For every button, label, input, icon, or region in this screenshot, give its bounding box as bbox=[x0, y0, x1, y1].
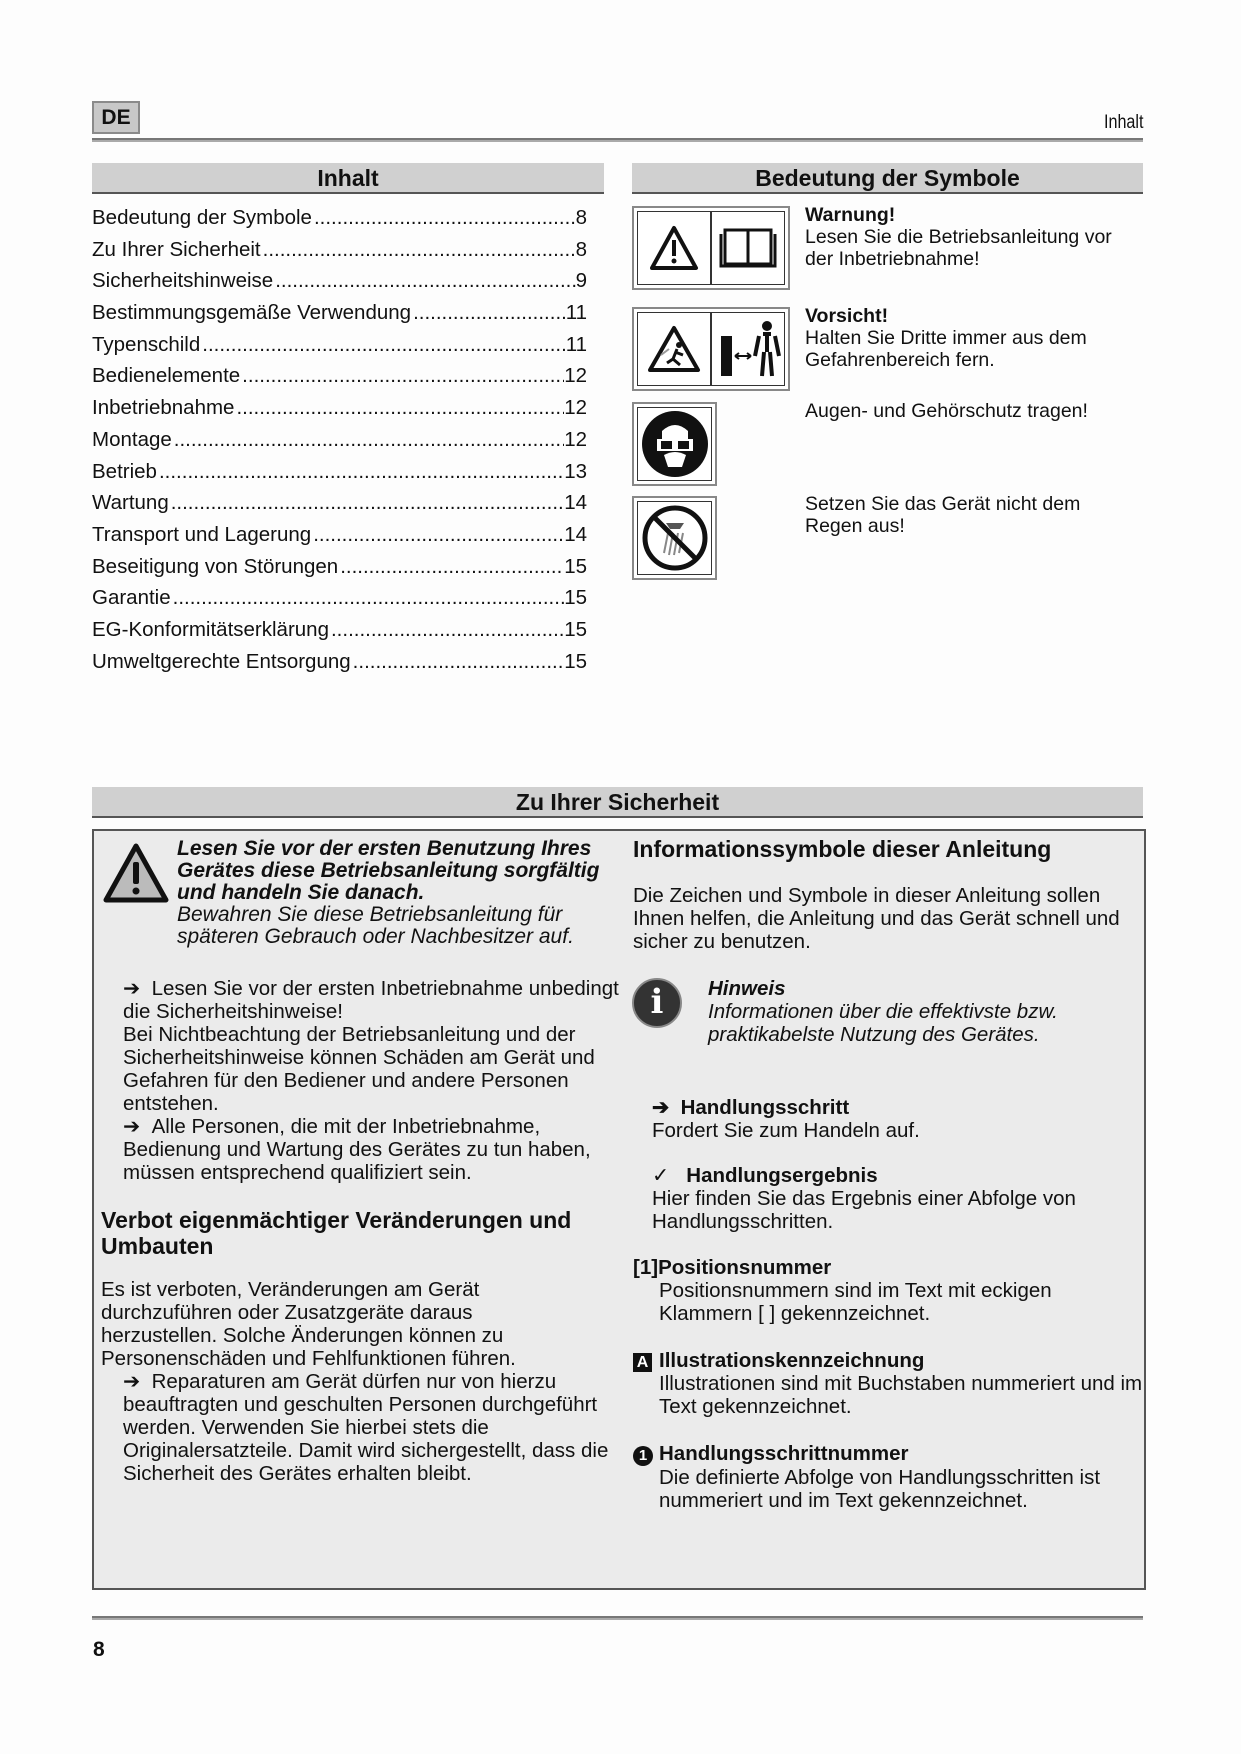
protection-symbol bbox=[632, 402, 717, 486]
toc-entry[interactable] bbox=[92, 331, 587, 363]
toc-entry[interactable] bbox=[92, 426, 587, 458]
warning-triangle-icon bbox=[102, 842, 170, 909]
toc-entry-page: 8 bbox=[575, 237, 587, 261]
illustration-marker-icon: A bbox=[633, 1353, 652, 1372]
arrow-icon: ➔ bbox=[123, 1370, 152, 1393]
toc-entry-label: Beseitigung von Störungen bbox=[92, 554, 339, 578]
toc-leader-dots bbox=[311, 521, 564, 553]
step-item bbox=[123, 977, 623, 1023]
symbol-warning-text bbox=[805, 204, 1135, 270]
no-rain-icon bbox=[637, 501, 712, 575]
toc-entry-label: Bedeutung der Symbole bbox=[92, 206, 312, 229]
toc-leader-dots bbox=[329, 616, 564, 648]
table-of-contents bbox=[92, 204, 587, 679]
header-section-title: Inhalt bbox=[1103, 112, 1143, 133]
toc-entry-page: 12 bbox=[564, 396, 587, 420]
check-icon: ✓ bbox=[652, 1164, 687, 1187]
toc-title: Inhalt bbox=[92, 163, 604, 194]
verbot-heading: Verbot eigenmächtiger Veränderungen und Umbauten bbox=[101, 1207, 572, 1259]
positionsnummer-text: Positionsnummern sind im Text mit eckigen Klammern [ ] gekennzeichnet. bbox=[659, 1279, 1052, 1325]
toc-entry-label: Bedienelemente bbox=[92, 364, 241, 388]
handlungsergebnis-text: Hier finden Sie das Ergebnis einer Abfolge von Handlungsschritten. bbox=[652, 1187, 1076, 1233]
symbol-desc: Halten Sie Dritte immer aus dem Gefahrenbereich fern. bbox=[805, 327, 1087, 371]
caution-symbol bbox=[632, 307, 790, 391]
toc-entry[interactable] bbox=[92, 236, 587, 268]
toc-entry-page: 9 bbox=[575, 269, 587, 293]
position-marker: [1] bbox=[633, 1256, 659, 1279]
eye-ear-protection-icon bbox=[637, 407, 712, 481]
toc-leader-dots bbox=[338, 553, 564, 585]
toc-entry[interactable] bbox=[92, 521, 587, 553]
keep-distance-icon bbox=[711, 312, 785, 386]
toc-entry-label: Sicherheitshinweise bbox=[92, 269, 274, 293]
safety-warning-italic: Bewahren Sie diese Betriebsanleitung für späteren Gebrauch oder Nachbesitzer auf. bbox=[177, 903, 574, 948]
toc-entry-page: 15 bbox=[564, 554, 587, 578]
footer-rule bbox=[92, 1616, 1143, 1620]
toc-leader-dots bbox=[261, 236, 576, 268]
toc-entry[interactable] bbox=[92, 362, 587, 394]
toc-entry[interactable] bbox=[92, 394, 587, 426]
toc-leader-dots bbox=[171, 584, 565, 616]
paragraph: Bei Nichtbeachtung der Betriebsanleitung und der Sicherheitshinweise können Schäden am Gerät und Gefahren für den Bediener und andere Personen entstehen. bbox=[123, 1023, 595, 1115]
toc-entry-label: Typenschild bbox=[92, 332, 201, 356]
toc-entry-page: 13 bbox=[564, 459, 587, 483]
handlungsschritt-title: Handlungsschritt bbox=[680, 1096, 850, 1119]
toc-entry-page: 15 bbox=[564, 649, 587, 673]
illustration-title: Illustrationskennzeichnung bbox=[659, 1349, 925, 1372]
step-number-title: Handlungsschrittnummer bbox=[659, 1442, 909, 1465]
toc-entry[interactable] bbox=[92, 616, 587, 648]
info-text: Die Zeichen und Symbole in dieser Anleitung sollen Ihnen helfen, die Anleitung und das Gerät schnell und sicher zu benutzen. bbox=[633, 884, 1120, 953]
toc-entry-label: Transport und Lagerung bbox=[92, 522, 312, 546]
toc-entry-page: 11 bbox=[565, 332, 587, 356]
step-text: Lesen Sie vor der ersten Inbetriebnahme unbedingt die Sicherheitshinweise! bbox=[123, 977, 619, 1023]
toc-entry-page: 15 bbox=[564, 586, 587, 610]
illustration-text: Illustrationen sind mit Buchstaben nummeriert und im Text gekennzeichnet. bbox=[659, 1372, 1143, 1418]
step-item bbox=[123, 1370, 633, 1485]
toc-leader-dots bbox=[169, 489, 564, 521]
positionsnummer-title: Positionsnummer bbox=[658, 1256, 832, 1279]
toc-entry[interactable] bbox=[92, 553, 587, 585]
info-icon: i bbox=[632, 978, 682, 1028]
step-text: Reparaturen am Gerät dürfen nur von hierzu beauftragten und geschulten Personen durchgeführt werden. Verwenden Sie hierbei stets die Originalersatzteile. Damit wird sichergestellt, dass die Sicherheit des Gerätes erhalten bleibt. bbox=[123, 1370, 609, 1485]
arrow-icon: ➔ bbox=[123, 1115, 152, 1138]
toc-entry[interactable] bbox=[92, 299, 587, 331]
toc-entry-page: 11 bbox=[565, 301, 587, 325]
language-badge: DE bbox=[92, 101, 140, 134]
page-number: 8 bbox=[93, 1638, 105, 1661]
toc-entry-label: Inbetriebnahme bbox=[92, 396, 235, 420]
hinweis-text: Informationen über die effektivste bzw. praktikabelste Nutzung des Gerätes. bbox=[708, 1000, 1058, 1046]
toc-entry-label: Betrieb bbox=[92, 459, 157, 483]
toc-entry-page: 8 bbox=[575, 206, 587, 229]
warning-symbol bbox=[632, 206, 790, 290]
handlungsergebnis-title: Handlungsergebnis bbox=[686, 1164, 878, 1187]
toc-entry-label: Bestimmungsgemäße Verwendung bbox=[92, 301, 412, 325]
safety-warning-bold: Lesen Sie vor der ersten Benutzung Ihres Gerätes diese Betriebsanleitung sorgfältig und handeln Sie danach. bbox=[177, 837, 600, 904]
toc-entry-page: 15 bbox=[564, 617, 587, 641]
toc-entry-page: 12 bbox=[564, 427, 587, 451]
symbol-caution-text bbox=[805, 305, 1135, 371]
toc-entry-page: 14 bbox=[564, 522, 587, 546]
step-text: Alle Personen, die mit der Inbetriebnahme, Bedienung und Wartung des Gerätes zu tun haben, müssen entsprechend qualifiziert sein. bbox=[123, 1115, 591, 1184]
toc-entry-page: 12 bbox=[564, 364, 587, 388]
toc-entry-label: EG-Konformitätserklärung bbox=[92, 617, 329, 641]
step-item bbox=[123, 1115, 623, 1184]
toc-entry[interactable] bbox=[92, 648, 587, 680]
symbol-desc: Lesen Sie die Betriebsanleitung vor der Inbetriebnahme! bbox=[805, 226, 1112, 270]
toc-entry[interactable] bbox=[92, 584, 587, 616]
symbol-title: Vorsicht! bbox=[805, 305, 889, 327]
hinweis-title: Hinweis bbox=[708, 977, 786, 1000]
safety-title: Zu Ihrer Sicherheit bbox=[92, 787, 1143, 818]
toc-entry[interactable] bbox=[92, 267, 587, 299]
toc-leader-dots bbox=[172, 426, 564, 458]
toc-entry-page: 14 bbox=[564, 491, 587, 515]
step-number-text: Die definierte Abfolge von Handlungsschritten ist nummeriert und im Text gekennzeichnet. bbox=[659, 1466, 1101, 1512]
no-rain-symbol bbox=[632, 496, 717, 580]
verbot-text: Es ist verboten, Veränderungen am Gerät durchzuführen oder Zusatzgeräte daraus herzustellen. Solche Änderungen können zu Personenschäden und Fehlfunktionen führen. bbox=[101, 1278, 516, 1370]
toc-entry[interactable] bbox=[92, 204, 587, 236]
manual-book-icon bbox=[711, 211, 785, 285]
toc-leader-dots bbox=[312, 204, 576, 236]
flying-debris-icon bbox=[637, 312, 711, 386]
step-number-icon: 1 bbox=[633, 1446, 653, 1466]
symbols-title: Bedeutung der Symbole bbox=[632, 163, 1143, 194]
toc-entry-label: Umweltgerechte Entsorgung bbox=[92, 649, 351, 673]
toc-entry-label: Zu Ihrer Sicherheit bbox=[92, 237, 261, 261]
toc-entry[interactable] bbox=[92, 489, 587, 521]
warning-triangle-icon bbox=[637, 211, 711, 285]
toc-entry[interactable] bbox=[92, 458, 587, 490]
info-heading: Informationssymbole dieser Anleitung bbox=[633, 836, 1052, 862]
toc-leader-dots bbox=[234, 394, 564, 426]
toc-leader-dots bbox=[200, 331, 565, 363]
toc-leader-dots bbox=[240, 362, 564, 394]
toc-entry-label: Montage bbox=[92, 427, 172, 451]
toc-entry-label: Garantie bbox=[92, 586, 171, 610]
handlungsschritt-text: Fordert Sie zum Handeln auf. bbox=[652, 1119, 920, 1142]
toc-leader-dots bbox=[411, 299, 566, 331]
arrow-icon: ➔ bbox=[123, 977, 152, 1000]
toc-leader-dots bbox=[273, 267, 575, 299]
symbol-rain-text: Setzen Sie das Gerät nicht dem Regen aus! bbox=[805, 493, 1081, 537]
header-rule bbox=[92, 138, 1143, 142]
toc-leader-dots bbox=[351, 648, 565, 680]
arrow-icon: ➔ bbox=[652, 1096, 681, 1119]
toc-leader-dots bbox=[157, 458, 564, 490]
symbol-protection-text: Augen- und Gehörschutz tragen! bbox=[805, 400, 1088, 422]
symbol-title: Warnung! bbox=[805, 204, 896, 226]
toc-entry-label: Wartung bbox=[92, 491, 169, 515]
